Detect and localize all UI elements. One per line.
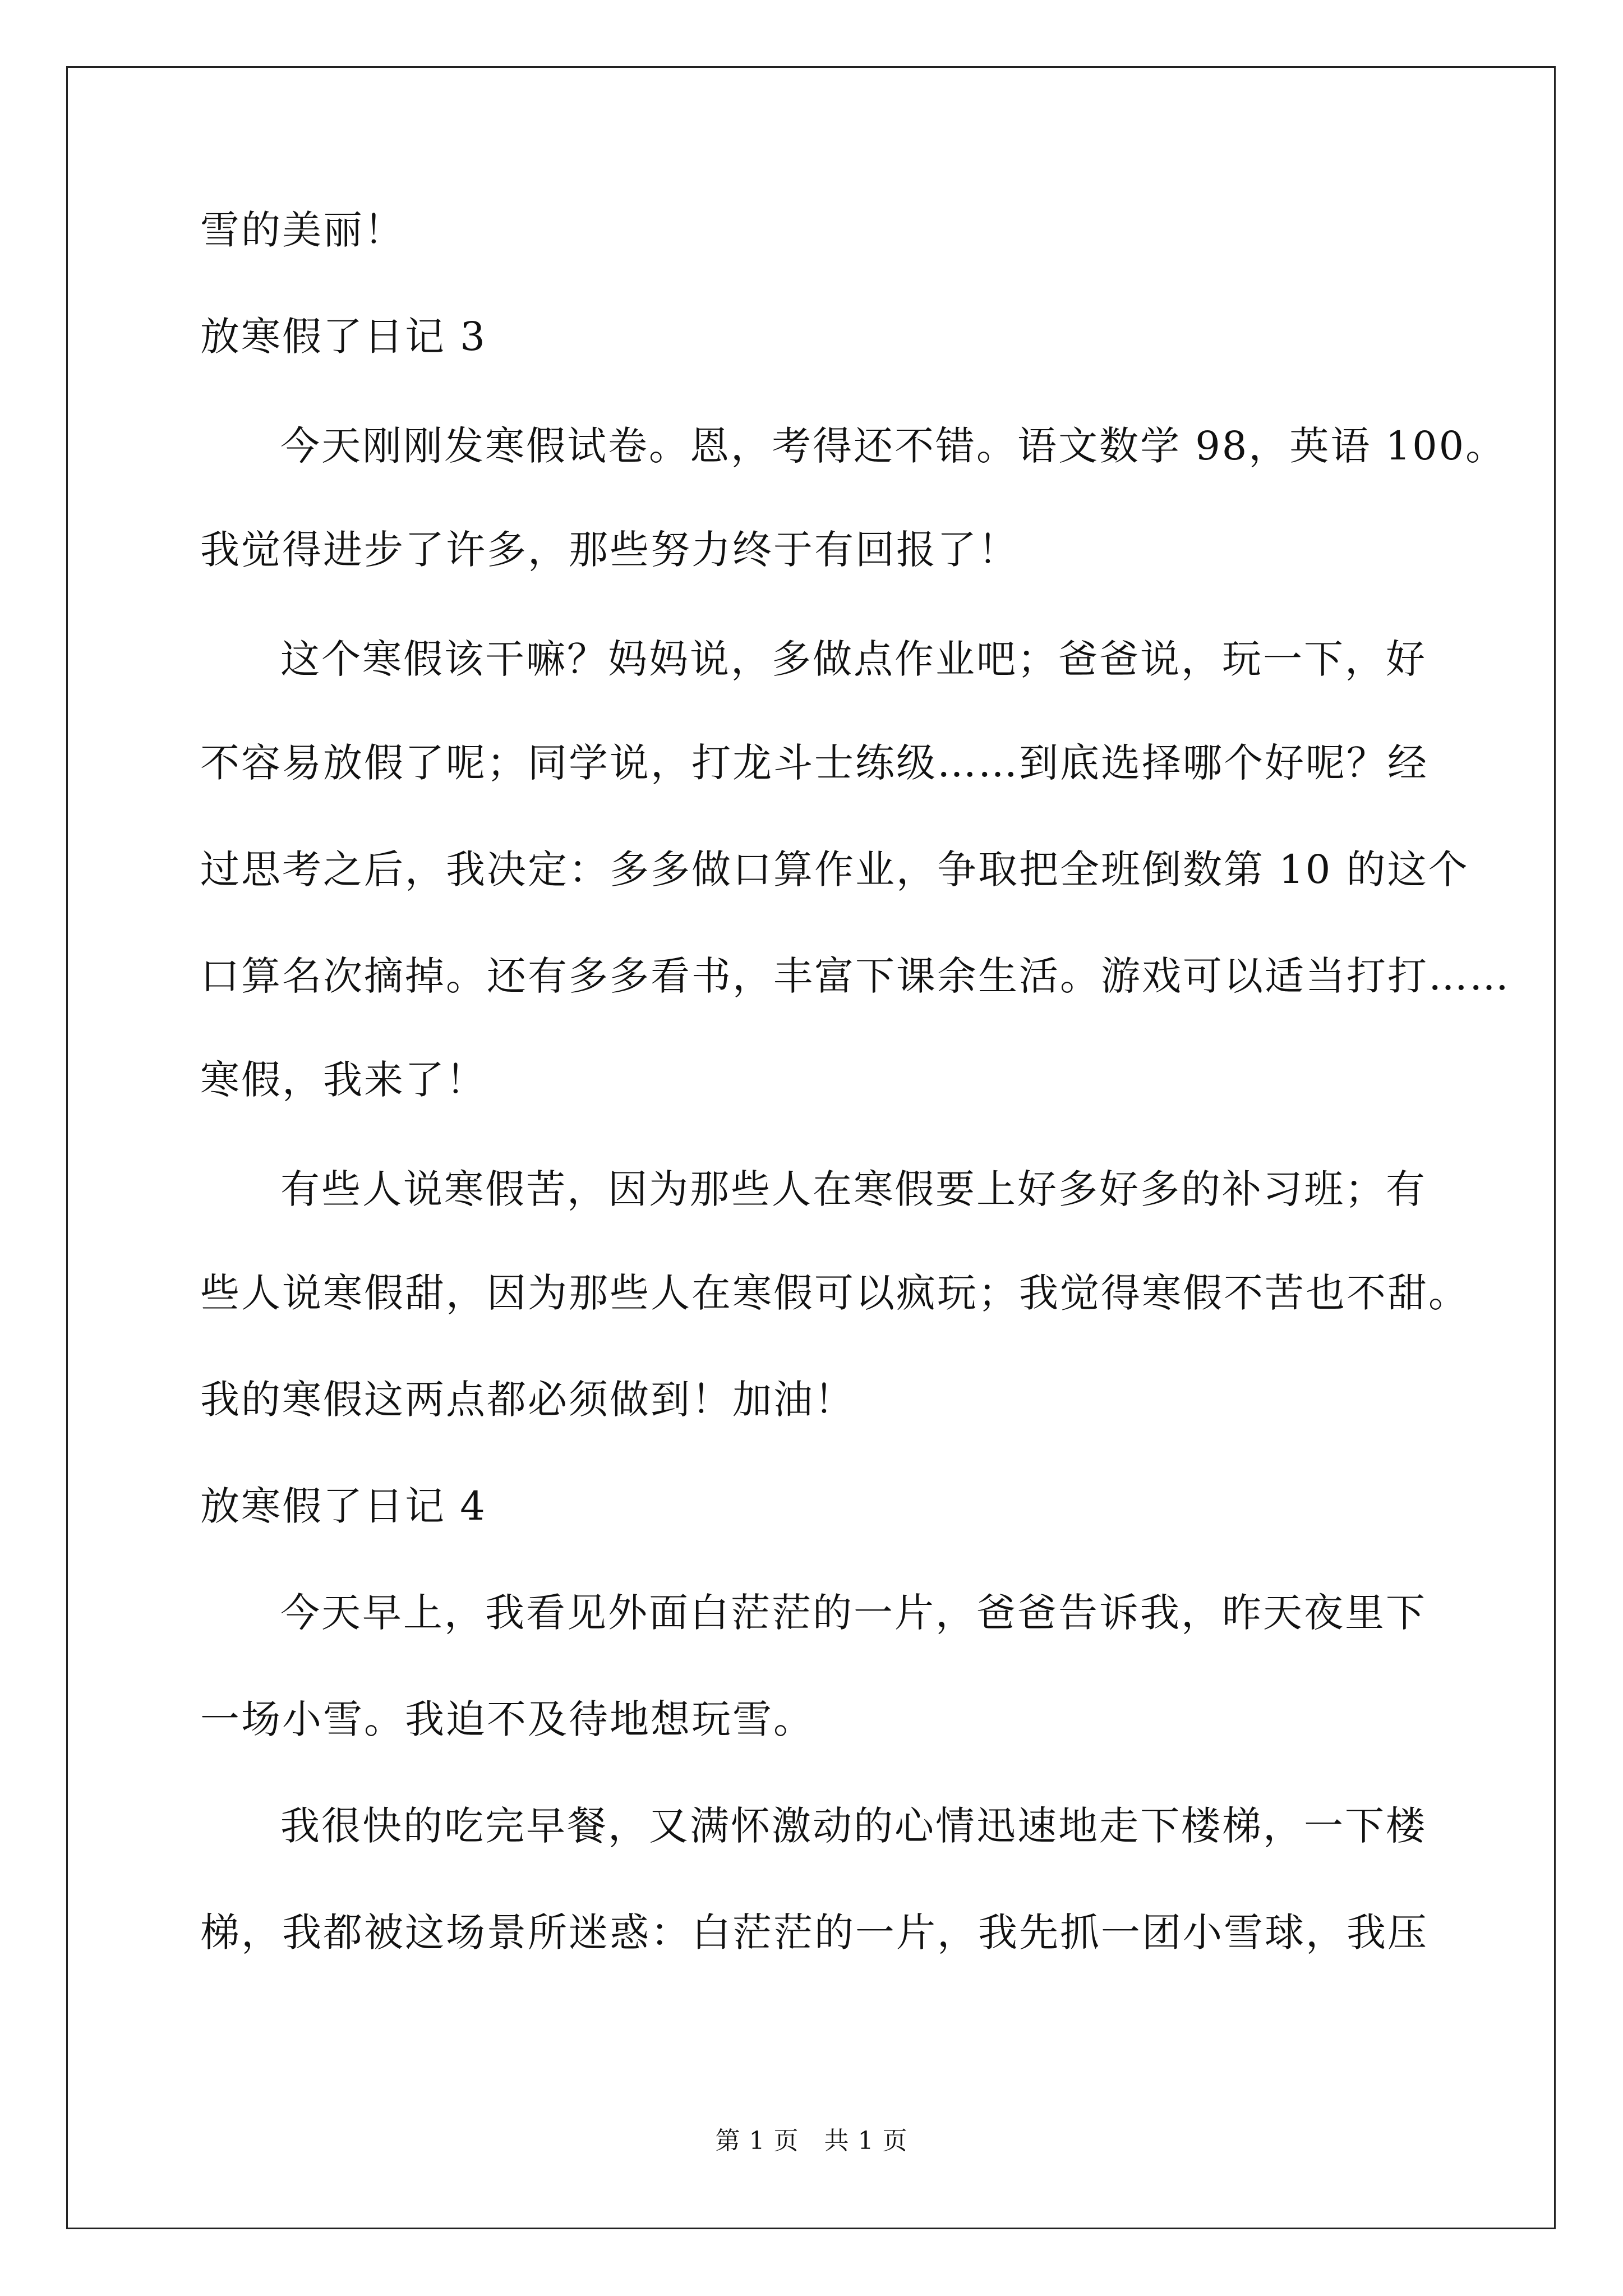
- paragraph-line: 我觉得进步了许多，那些努力终于有回报了！: [200, 527, 1019, 573]
- paragraph-line: 我的寒假这两点都必须做到！加油！: [200, 1377, 855, 1423]
- paragraph-line: 一场小雪。我迫不及待地想玩雪。: [200, 1696, 814, 1742]
- paragraph-line: 今天刚刚发寒假试卷。恩，考得还不错。语文数学 98，英语 100。: [280, 423, 1507, 469]
- paragraph-line: 我很快的吃完早餐，又满怀激动的心情迅速地走下楼梯，一下楼: [280, 1803, 1427, 1849]
- paragraph-line: 寒假，我来了！: [200, 1057, 487, 1103]
- paragraph-line: 梯，我都被这场景所迷惑：白茫茫的一片，我先抓一团小雪球，我压: [200, 1910, 1428, 1955]
- paragraph-line: 今天早上，我看见外面白茫茫的一片，爸爸告诉我，昨天夜里下: [280, 1590, 1427, 1636]
- paragraph-line: 不容易放假了呢；同学说，打龙斗士练级……到底选择哪个好呢？经: [200, 740, 1428, 786]
- page-footer: 第 1 页 共 1 页: [715, 2127, 908, 2155]
- paragraph-line: 些人说寒假甜，因为那些人在寒假可以疯玩；我觉得寒假不苦也不甜。: [200, 1270, 1469, 1316]
- text-line: 雪的美丽！: [200, 207, 405, 253]
- paragraph-line: 口算名次摘掉。还有多多看书，丰富下课余生活。游戏可以适当打打……: [200, 953, 1510, 999]
- paragraph-line: 有些人说寒假苦，因为那些人在寒假要上好多好多的补习班；有: [280, 1166, 1427, 1212]
- paragraph-line: 这个寒假该干嘛？妈妈说，多做点作业吧；爸爸说，玩一下，好: [280, 636, 1427, 682]
- paragraph-line: 过思考之后，我决定：多多做口算作业，争取把全班倒数第 10 的这个: [200, 846, 1469, 892]
- section-heading: 放寒假了日记 3: [200, 314, 487, 360]
- section-heading: 放寒假了日记 4: [200, 1483, 487, 1529]
